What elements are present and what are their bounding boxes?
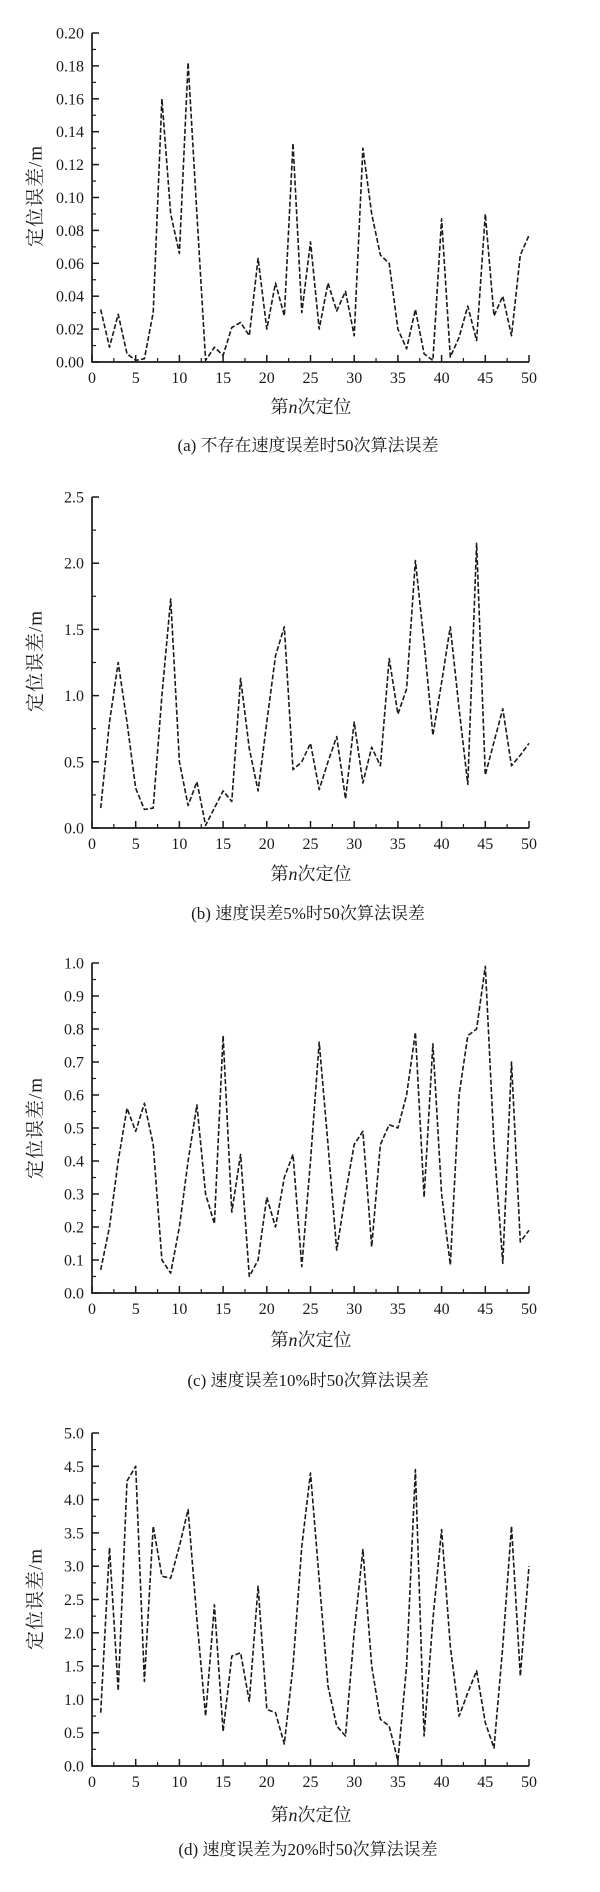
svg-text:25: 25 (302, 1774, 319, 1791)
svg-text:40: 40 (433, 370, 450, 387)
svg-text:0.20: 0.20 (56, 25, 84, 43)
svg-text:20: 20 (258, 1301, 275, 1318)
svg-text:0.3: 0.3 (64, 1186, 84, 1204)
svg-text:10: 10 (171, 370, 188, 387)
figure-panel-b: 0.0 0.5 1.0 1.5 2.0 2.5 0 5 10 15 20 25 30 35 40 45 50 定位误差/m 第n次定位 (b) 速度误差5%时50次算法误差 (0, 465, 600, 935)
svg-text:45: 45 (477, 1774, 494, 1791)
svg-text:50: 50 (521, 1301, 537, 1318)
svg-text:35: 35 (389, 1301, 406, 1318)
svg-text:50: 50 (521, 836, 537, 853)
svg-text:0.9: 0.9 (64, 988, 84, 1006)
svg-text:15: 15 (215, 836, 232, 853)
svg-text:0.18: 0.18 (56, 58, 84, 76)
svg-text:25: 25 (302, 370, 319, 387)
svg-text:0.7: 0.7 (64, 1054, 84, 1072)
svg-text:0.16: 0.16 (56, 91, 84, 109)
svg-text:45: 45 (477, 836, 494, 853)
svg-text:40: 40 (433, 836, 450, 853)
svg-text:25: 25 (302, 836, 319, 853)
svg-text:10: 10 (171, 1301, 188, 1318)
svg-text:25: 25 (302, 1301, 319, 1318)
svg-text:0.00: 0.00 (56, 354, 84, 372)
svg-text:30: 30 (346, 1301, 363, 1318)
svg-text:0.0: 0.0 (64, 1285, 84, 1303)
svg-text:0: 0 (88, 370, 96, 387)
svg-text:4.0: 4.0 (64, 1492, 84, 1510)
svg-text:1.5: 1.5 (64, 1658, 84, 1676)
svg-text:50: 50 (521, 1774, 537, 1791)
svg-text:3.0: 3.0 (64, 1558, 84, 1576)
svg-text:5.0: 5.0 (64, 1425, 84, 1443)
svg-text:10: 10 (171, 1774, 188, 1791)
x-axis-label-c: 第n次定位 (270, 1330, 352, 1350)
svg-text:15: 15 (215, 370, 232, 387)
svg-text:45: 45 (477, 370, 494, 387)
svg-text:0.6: 0.6 (64, 1087, 84, 1105)
svg-text:1.0: 1.0 (64, 688, 84, 706)
svg-text:5: 5 (131, 1774, 140, 1791)
svg-text:40: 40 (433, 1301, 450, 1318)
figure-panel-a: 0.00 0.02 0.04 0.06 0.08 0.10 0.12 0.14 0.16 0.18 0.20 0 5 10 15 20 25 30 35 40 45 50 定位误差/m 第n次定位 (a) 不存在速度误差时50次算法误差 (0, 0, 600, 465)
svg-text:0.5: 0.5 (64, 1725, 84, 1743)
svg-text:0.10: 0.10 (56, 190, 84, 207)
svg-text:0.5: 0.5 (64, 754, 84, 772)
svg-text:30: 30 (346, 370, 363, 387)
svg-text:0.5: 0.5 (64, 1120, 84, 1138)
svg-text:0: 0 (88, 836, 96, 853)
svg-text:0.14: 0.14 (56, 124, 84, 142)
svg-text:45: 45 (477, 1301, 494, 1318)
svg-text:35: 35 (389, 836, 406, 853)
caption-c: (c) 速度误差10%时50次算法误差 (187, 1371, 429, 1390)
svg-text:0.04: 0.04 (56, 288, 84, 306)
svg-text:3.5: 3.5 (64, 1525, 84, 1543)
figure-panel-d: 0.0 0.5 1.0 1.5 2.0 2.5 3.0 3.5 4.0 4.5 5.0 0 5 10 15 20 25 30 35 40 45 50 定位误差/m 第n次定位 (d) 速度误差为20%时50次算法误差 (0, 1405, 600, 1892)
svg-text:0.8: 0.8 (64, 1021, 84, 1039)
svg-text:20: 20 (258, 370, 275, 387)
caption-b: (b) 速度误差5%时50次算法误差 (191, 904, 425, 923)
svg-text:1.0: 1.0 (64, 1691, 84, 1709)
x-axis-label-d: 第n次定位 (270, 1805, 352, 1825)
svg-text:0.4: 0.4 (64, 1153, 84, 1171)
svg-text:4.5: 4.5 (64, 1458, 84, 1476)
svg-text:2.5: 2.5 (64, 1592, 84, 1609)
svg-text:0.0: 0.0 (64, 820, 84, 838)
svg-text:50: 50 (521, 370, 537, 387)
x-axis-label-a: 第n次定位 (270, 397, 352, 417)
svg-text:0.02: 0.02 (56, 321, 84, 339)
svg-text:35: 35 (389, 1774, 406, 1791)
svg-text:20: 20 (258, 836, 275, 853)
svg-text:0.0: 0.0 (64, 1758, 84, 1776)
svg-text:0.06: 0.06 (56, 255, 84, 273)
svg-text:5: 5 (131, 836, 140, 853)
figure-panel-c: 0.0 0.1 0.2 0.3 0.4 0.5 0.6 0.7 0.8 0.9 1.0 0 5 10 15 20 25 30 35 40 45 50 定位误差/m 第n次定位 (c) 速度误差10%时50次算法误差 (0, 935, 600, 1405)
svg-text:1.0: 1.0 (64, 955, 84, 973)
x-axis-label-b: 第n次定位 (270, 864, 352, 884)
svg-text:15: 15 (215, 1301, 232, 1318)
svg-text:0.12: 0.12 (56, 157, 84, 175)
svg-text:40: 40 (433, 1774, 450, 1791)
svg-text:0.2: 0.2 (64, 1219, 84, 1237)
svg-text:20: 20 (258, 1774, 275, 1791)
svg-text:0.08: 0.08 (56, 222, 84, 240)
svg-text:30: 30 (346, 1774, 363, 1791)
svg-text:2.5: 2.5 (64, 489, 84, 507)
svg-text:5: 5 (131, 370, 140, 387)
svg-text:5: 5 (131, 1301, 140, 1318)
svg-text:2.0: 2.0 (64, 555, 84, 573)
svg-text:0: 0 (88, 1301, 96, 1318)
svg-text:10: 10 (171, 836, 188, 853)
svg-text:0.1: 0.1 (64, 1252, 84, 1270)
svg-text:30: 30 (346, 836, 363, 853)
svg-text:2.0: 2.0 (64, 1625, 84, 1643)
svg-text:15: 15 (215, 1774, 232, 1791)
svg-text:0: 0 (88, 1774, 96, 1791)
svg-text:35: 35 (389, 370, 406, 387)
caption-a: (a) 不存在速度误差时50次算法误差 (177, 436, 439, 455)
svg-text:1.5: 1.5 (64, 621, 84, 639)
caption-d: (d) 速度误差为20%时50次算法误差 (178, 1840, 438, 1859)
